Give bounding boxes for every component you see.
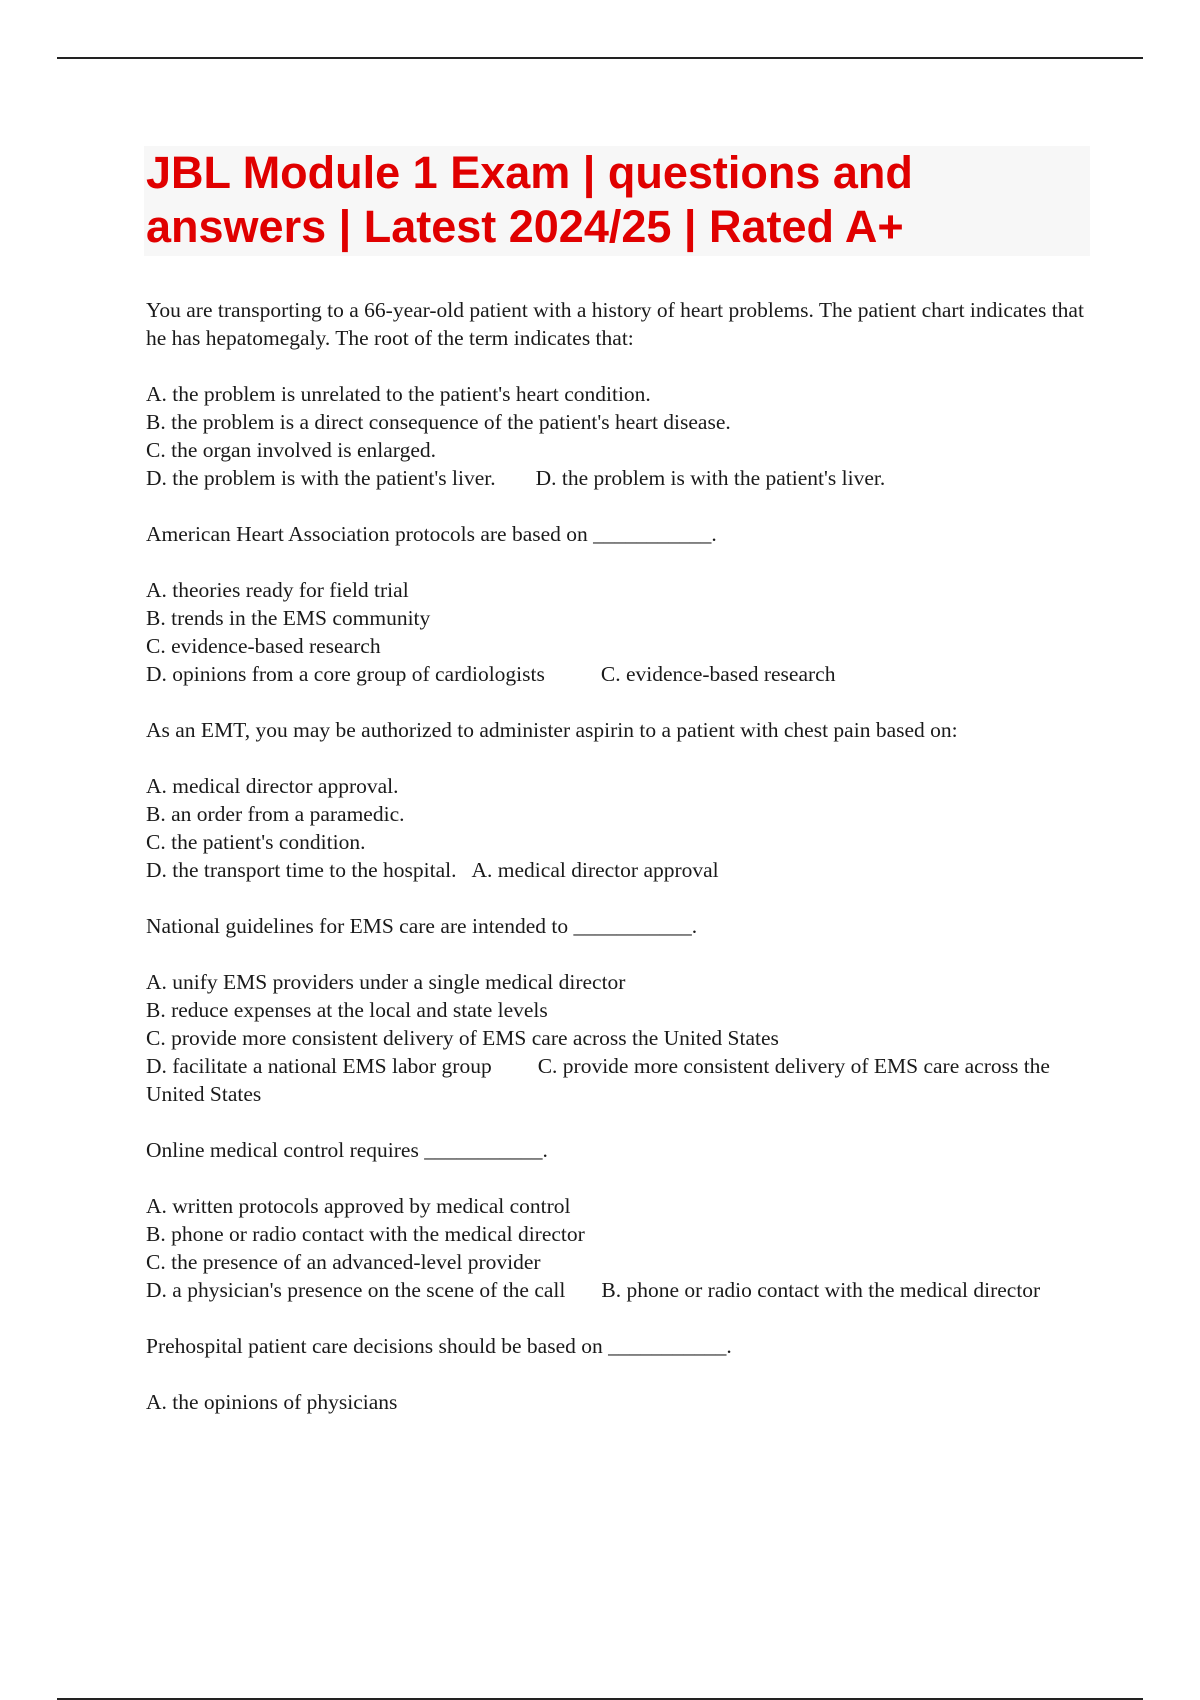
option-d-with-answer [146,1052,1092,1108]
option-c: C. the patient's condition. [146,830,366,854]
question-block [146,716,1092,884]
top-rule [57,57,1143,59]
option-b: B. phone or radio contact with the medical director [146,1222,585,1246]
answer-text: B. phone or radio contact with the medical director [601,1278,1041,1302]
option-b: B. an order from a paramedic. [146,802,405,826]
question-block [146,912,1092,1108]
option-d: D. opinions from a core group of cardiologists [146,662,545,686]
option-a: A. written protocols approved by medical control [146,1194,571,1218]
option-c: C. the organ involved is enlarged. [146,438,436,462]
option-b: B. reduce expenses at the local and state levels [146,998,548,1022]
question-stem: You are transporting to a 66-year-old patient with a history of heart problems. The patient chart indicates that he has hepatomegaly. The root of the term indicates that: [146,298,1084,350]
option-d: D. the problem is with the patient's liver. [146,466,496,490]
question-list [146,296,1092,1416]
question-stem: American Heart Association protocols are based on ___________. [146,522,717,546]
document-title: JBL Module 1 Exam | questions and answers | Latest 2024/25 | Rated A+ [146,147,913,252]
option-b: B. the problem is a direct consequence of the patient's heart disease. [146,410,731,434]
option-c: C. provide more consistent delivery of EMS care across the United States [146,1026,779,1050]
option-d: D. the transport time to the hospital. [146,858,457,882]
option-a: A. theories ready for field trial [146,578,409,602]
answer-text: C. provide more consistent delivery of EMS care across the United States [146,1054,1050,1106]
option-d-with-answer [146,1276,1092,1304]
answer-text: C. evidence-based research [600,662,836,686]
question-stem: Online medical control requires ___________. [146,1138,548,1162]
question-block [146,1136,1092,1304]
option-c: C. the presence of an advanced-level provider [146,1250,541,1274]
question-stem: Prehospital patient care decisions should be based on ___________. [146,1334,732,1358]
option-d: D. a physician's presence on the scene of the call [146,1278,566,1302]
title-banner [144,146,1090,256]
question-block [146,296,1092,492]
document-page [146,146,1092,1444]
option-c: C. evidence-based research [146,634,381,658]
option-a: A. the problem is unrelated to the patient's heart condition. [146,382,651,406]
option-a: A. the opinions of physicians [146,1390,398,1414]
option-a: A. unify EMS providers under a single medical director [146,970,626,994]
option-b: B. trends in the EMS community [146,606,431,630]
option-d-with-answer [146,660,1092,688]
option-a: A. medical director approval. [146,774,399,798]
question-block [146,520,1092,688]
question-stem: National guidelines for EMS care are intended to ___________. [146,914,698,938]
question-stem: As an EMT, you may be authorized to administer aspirin to a patient with chest pain based on: [146,718,958,742]
answer-text: A. medical director approval [471,858,719,882]
question-block [146,1332,1092,1416]
option-d-with-answer [146,856,1092,884]
option-d: D. facilitate a national EMS labor group [146,1054,492,1078]
answer-text: D. the problem is with the patient's liver. [535,466,886,490]
option-d-with-answer [146,464,1092,492]
